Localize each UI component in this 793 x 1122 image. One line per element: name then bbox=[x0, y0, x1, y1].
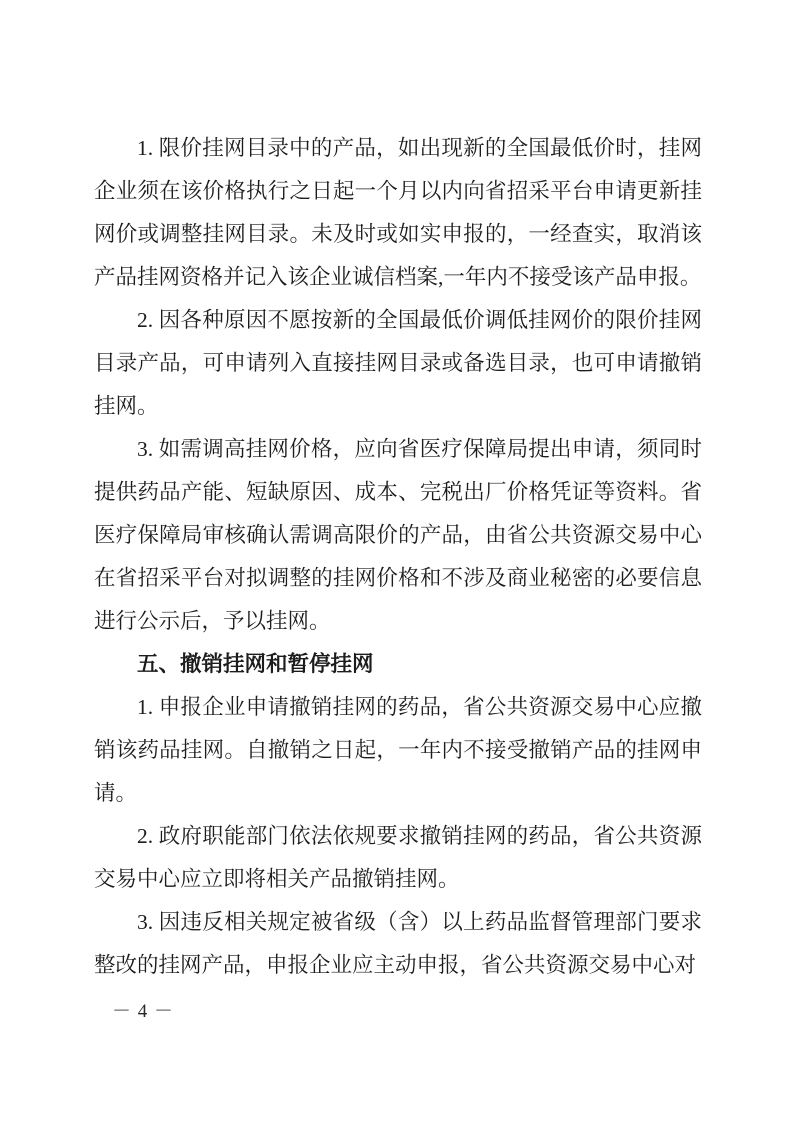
paragraph-limit-price-3: 3. 如需调高挂网价格，应向省医疗保障局提出申请，须同时提供药品产能、短缺原因、成本、完税出厂价格凭证等资料。省医疗保障局审核确认需调高限价的产品，由省公共资源交易中心在省招采平台对拟调整的挂网价格和不涉及商业秘密的必要信息进行公示后，予以挂网。 bbox=[94, 437, 702, 633]
paragraph-limit-price-1: 1. 限价挂网目录中的产品，如出现新的全国最低价时，挂网企业须在该价格执行之日起一个月以内向省招采平台申请更新挂网价或调整挂网目录。未及时或如实申报的，一经查实，取消该产品挂网资格并记入该企业诚信档案,一年内不接受该产品申报。 bbox=[94, 136, 702, 289]
section-heading-revoke-suspend: 五、撤销挂网和暂停挂网 bbox=[137, 652, 374, 676]
page-number: － 4 － bbox=[112, 1001, 175, 1022]
document-body bbox=[94, 127, 702, 987]
paragraph-revoke-3: 3. 因违反相关规定被省级（含）以上药品监督管理部门要求整改的挂网产品，申报企业应主动申报，省公共资源交易中心对 bbox=[94, 910, 702, 977]
paragraph-revoke-2: 2. 政府职能部门依法依规要求撤销挂网的药品，省公共资源交易中心应立即将相关产品撤销挂网。 bbox=[94, 824, 702, 891]
paragraph-limit-price-2: 2. 因各种原因不愿按新的全国最低价调低挂网价的限价挂网目录产品，可申请列入直接挂网目录或备选目录，也可申请撤销挂网。 bbox=[94, 308, 702, 418]
paragraph-revoke-1: 1. 申报企业申请撤销挂网的药品，省公共资源交易中心应撤销该药品挂网。自撤销之日起，一年内不接受撤销产品的挂网申请。 bbox=[94, 695, 702, 805]
